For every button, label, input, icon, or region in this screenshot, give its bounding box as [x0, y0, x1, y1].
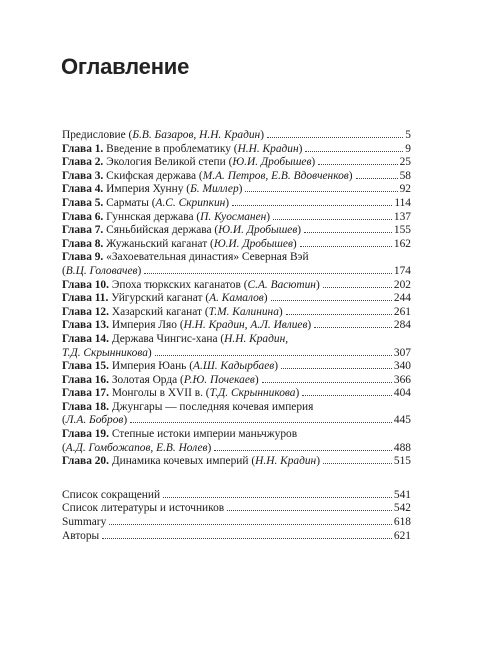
dot-leaders: [300, 246, 392, 247]
dot-leaders: [130, 422, 392, 423]
dot-leaders: [281, 368, 392, 369]
entry-label: Список литературы и источников: [62, 502, 225, 515]
entry-suffix: ): [254, 373, 259, 386]
toc-entry-chapter[interactable]: [62, 387, 411, 401]
toc-entry-chapter[interactable]: [62, 279, 411, 293]
toc-entry-chapter[interactable]: [62, 224, 411, 238]
toc-entry-chapter[interactable]: [62, 401, 411, 428]
toc-entry-chapter[interactable]: [62, 238, 411, 252]
entry-authors: М.А. Петров, Е.В. Вдовченков: [202, 169, 349, 182]
dot-leaders: [232, 205, 392, 206]
page-number: 174: [393, 264, 411, 277]
entry-authors: П. Куосманен: [200, 210, 267, 223]
table-of-contents: [62, 129, 411, 543]
chapter-number: Глава 6.: [62, 210, 104, 223]
toc-entry-preface[interactable]: [62, 129, 411, 143]
toc-entry-chapter[interactable]: [62, 170, 411, 184]
chapter-number: Глава 12.: [62, 305, 109, 318]
toc-line: [62, 292, 411, 306]
toc-front-section: [62, 129, 411, 143]
toc-entry-chapter[interactable]: [62, 292, 411, 306]
toc-line: [62, 156, 411, 170]
chapter-title: Держава Чингис-хана (: [111, 332, 225, 345]
page-number: 58: [399, 169, 411, 182]
toc-line: [62, 333, 411, 347]
dot-leaders: [304, 232, 392, 233]
chapter-number: Глава 1.: [62, 142, 104, 155]
chapter-number: Глава 5.: [62, 196, 104, 209]
entry-authors: В.Ц. Головачев: [65, 264, 138, 277]
entry-authors: Н.Н. Крадин: [255, 455, 317, 468]
toc-line: [62, 387, 411, 401]
chapter-title: Хазарский каганат (: [111, 305, 209, 318]
entry-suffix: ): [315, 278, 320, 291]
entry-suffix: ): [295, 387, 300, 400]
toc-line: [62, 143, 411, 157]
entry-suffix: ): [266, 210, 271, 223]
chapter-title: «Захоевательная династия» Северная Вэй: [106, 251, 309, 264]
chapter-title: Джунгары — последняя кочевая империя: [111, 400, 314, 413]
page-number: 445: [393, 414, 411, 427]
toc-line: [62, 238, 411, 252]
dot-leaders: [163, 497, 392, 498]
entry-authors: Б.В. Базаров, Н.Н. Крадин: [132, 129, 261, 141]
chapter-title: Степные истоки империи маньчжуров: [111, 428, 298, 441]
toc-entry-chapter[interactable]: [62, 251, 411, 278]
entry-authors: С.А. Васютин: [247, 278, 316, 291]
dot-leaders: [305, 151, 403, 152]
toc-line: [62, 319, 411, 333]
toc-entry-chapter[interactable]: [62, 428, 411, 455]
entry-suffix: ): [137, 264, 142, 277]
entry-suffix: ): [260, 129, 264, 141]
toc-entry-chapter[interactable]: [62, 183, 411, 197]
toc-back-section: [62, 489, 411, 543]
toc-entry-chapter[interactable]: [62, 197, 411, 211]
toc-chapters-section: [62, 143, 411, 469]
page-number: 621: [393, 529, 411, 542]
entry-suffix: ): [292, 237, 297, 250]
entry-authors: Т.М. Калинина: [208, 305, 279, 318]
dot-leaders: [323, 287, 392, 288]
toc-line: [62, 360, 411, 374]
toc-line: [62, 401, 411, 415]
entry-prefix: (: [62, 414, 66, 427]
entry-suffix: ): [207, 441, 212, 454]
entry-suffix: ): [238, 183, 243, 196]
dot-leaders: [262, 382, 392, 383]
toc-line: [62, 306, 411, 320]
entry-authors: А.Ш. Кадырбаев: [193, 360, 275, 373]
chapter-title: Монголы в XVII в. (: [111, 387, 210, 400]
chapter-number: Глава 15.: [62, 360, 109, 373]
entry-suffix: ): [263, 292, 268, 305]
toc-line: [62, 183, 411, 197]
chapter-title: Скифская держава (: [106, 169, 203, 182]
dot-leaders: [214, 450, 392, 451]
dot-leaders: [109, 524, 392, 525]
dot-leaders: [267, 137, 403, 138]
entry-suffix: ): [297, 224, 302, 237]
chapter-number: Глава 17.: [62, 387, 109, 400]
page-number: 202: [393, 278, 411, 291]
entry-prefix: (: [62, 441, 66, 454]
chapter-title: Сяньбийская держава (: [106, 224, 219, 237]
entry-authors: Ю.И. Дробышев: [213, 237, 293, 250]
page-title: Оглавление: [61, 54, 190, 79]
page-number: 9: [405, 142, 411, 155]
entry-suffix: ): [298, 142, 303, 155]
page-number: 542: [393, 502, 411, 515]
toc-line: [62, 170, 411, 184]
chapter-number: Глава 4.: [62, 183, 104, 196]
toc-entry-chapter[interactable]: [62, 143, 411, 157]
chapter-number: Глава 19.: [62, 428, 109, 441]
chapter-title: Введение в проблематику (: [106, 142, 238, 155]
page-number: 307: [393, 346, 411, 359]
toc-line-continued: [62, 442, 411, 456]
chapter-number: Глава 10.: [62, 278, 109, 291]
entry-authors: Р.Ю. Почекаев: [183, 373, 255, 386]
chapter-number: Глава 3.: [62, 169, 104, 182]
toc-entry-chapter[interactable]: [62, 374, 411, 388]
page-number: 244: [393, 292, 411, 305]
toc-entry-chapter[interactable]: [62, 211, 411, 225]
page-number: 114: [394, 196, 411, 209]
entry-label: Summary: [62, 516, 107, 529]
entry-authors: Т.Д. Скрынникова: [62, 346, 148, 359]
toc-line: [62, 428, 411, 442]
page-number: 488: [393, 441, 411, 454]
entry-suffix: ): [348, 169, 353, 182]
chapter-number: Глава 14.: [62, 332, 109, 345]
entry-suffix: ): [274, 360, 279, 373]
toc-line: [62, 211, 411, 225]
entry-suffix: ): [147, 346, 152, 359]
chapter-title: Жужаньский каганат (: [106, 237, 214, 250]
page-number: 5: [405, 129, 411, 141]
dot-leaders: [323, 463, 392, 464]
toc-entry-chapter[interactable]: [62, 455, 411, 469]
page-number: 366: [393, 373, 411, 386]
toc-line: [62, 251, 411, 265]
toc-line: [62, 224, 411, 238]
dot-leaders: [273, 219, 392, 220]
toc-entry-chapter[interactable]: [62, 333, 411, 360]
entry-authors: Т.Д. Скрынникова: [209, 387, 296, 400]
toc-entry-backmatter[interactable]: [62, 489, 411, 503]
toc-line: [62, 197, 411, 211]
toc-entry-backmatter[interactable]: [62, 502, 411, 516]
page-number: 155: [393, 224, 411, 237]
entry-authors: Н.Н. Крадин, А.Л. Ивлиев: [183, 319, 308, 332]
entry-suffix: ): [316, 455, 320, 468]
page-number: 618: [393, 516, 411, 529]
toc-entry-backmatter[interactable]: [62, 530, 411, 544]
dot-leaders: [356, 178, 398, 179]
entry-suffix: ): [123, 414, 128, 427]
toc-line: [62, 279, 411, 293]
page-number: 404: [393, 387, 411, 400]
chapter-number: Глава 13.: [62, 319, 109, 332]
dot-leaders: [245, 191, 397, 192]
chapter-number: Глава 7.: [62, 224, 104, 237]
entry-authors: Н.Н. Крадин,: [224, 332, 289, 345]
chapter-number: Глава 2.: [62, 156, 104, 169]
entry-label: Авторы: [62, 529, 100, 542]
chapter-title: Империя Юань (: [111, 360, 194, 373]
toc-line: [62, 530, 411, 544]
toc-entry-backmatter[interactable]: [62, 516, 411, 530]
dot-leaders: [302, 395, 392, 396]
page-number: 261: [393, 305, 411, 318]
entry-suffix: ): [278, 305, 283, 318]
dot-leaders: [318, 164, 397, 165]
page-number: 162: [393, 237, 411, 250]
entry-authors: Л.А. Бобров: [65, 414, 124, 427]
dot-leaders: [286, 314, 392, 315]
page-number: 137: [393, 210, 411, 223]
entry-suffix: ): [307, 319, 312, 332]
toc-line-continued: [62, 414, 411, 428]
entry-prefix: Предисловие (: [62, 129, 133, 141]
entry-authors: Н.Н. Крадин: [237, 142, 299, 155]
toc-entry-chapter[interactable]: [62, 319, 411, 333]
entry-authors: Ю.И. Дробышев: [232, 156, 312, 169]
toc-line: [62, 129, 411, 143]
entry-label: Список сокращений: [62, 488, 161, 501]
entry-suffix: ): [225, 196, 230, 209]
chapter-number: Глава 8.: [62, 237, 104, 250]
dot-leaders: [314, 327, 392, 328]
chapter-number: Глава 16.: [62, 373, 109, 386]
toc-line: [62, 502, 411, 516]
entry-authors: А.Д. Гомбожапов, Е.В. Нолев: [65, 441, 208, 454]
dot-leaders: [102, 538, 392, 539]
chapter-title: Динамика кочевых империй (: [111, 455, 256, 468]
toc-entry-chapter[interactable]: [62, 306, 411, 320]
chapter-title: Экология Великой степи (: [106, 156, 233, 169]
toc-entry-chapter[interactable]: [62, 156, 411, 170]
chapter-title: Золотая Орда (: [111, 373, 184, 386]
chapter-number: Глава 11.: [62, 292, 109, 305]
chapter-title: Гуннская держава (: [106, 210, 201, 223]
toc-line: [62, 489, 411, 503]
entry-authors: Ю.И. Дробышев: [218, 224, 298, 237]
toc-line-continued: [62, 265, 411, 279]
toc-line: [62, 374, 411, 388]
entry-suffix: ): [311, 156, 316, 169]
page-number: 541: [393, 488, 411, 501]
toc-line: [62, 516, 411, 530]
chapter-title: Империя Хунну (: [106, 183, 191, 196]
entry-prefix: (: [62, 264, 66, 277]
page-number: 25: [399, 156, 411, 169]
page-number: 92: [399, 183, 411, 196]
section-gap: [62, 469, 411, 489]
page-number: 515: [393, 455, 411, 468]
page-number: 284: [393, 319, 411, 332]
chapter-number: Глава 9.: [62, 251, 104, 264]
chapter-title: Уйгурский каганат (: [111, 292, 210, 305]
chapter-title: Сарматы (: [106, 196, 156, 209]
entry-authors: А. Камалов: [209, 292, 264, 305]
chapter-number: Глава 18.: [62, 400, 109, 413]
toc-line: [62, 455, 411, 469]
dot-leaders: [227, 510, 392, 511]
page-number: 340: [393, 360, 411, 373]
toc-entry-chapter[interactable]: [62, 360, 411, 374]
entry-authors: А.С. Скрипкин: [155, 196, 226, 209]
dot-leaders: [155, 355, 392, 356]
entry-authors: Б. Миллер: [190, 183, 239, 196]
chapter-number: Глава 20.: [62, 455, 109, 468]
chapter-title: Эпоха тюркских каганатов (: [111, 278, 248, 291]
dot-leaders: [271, 300, 392, 301]
toc-line-continued: [62, 347, 411, 361]
dot-leaders: [144, 273, 392, 274]
chapter-title: Империя Ляо (: [111, 319, 184, 332]
